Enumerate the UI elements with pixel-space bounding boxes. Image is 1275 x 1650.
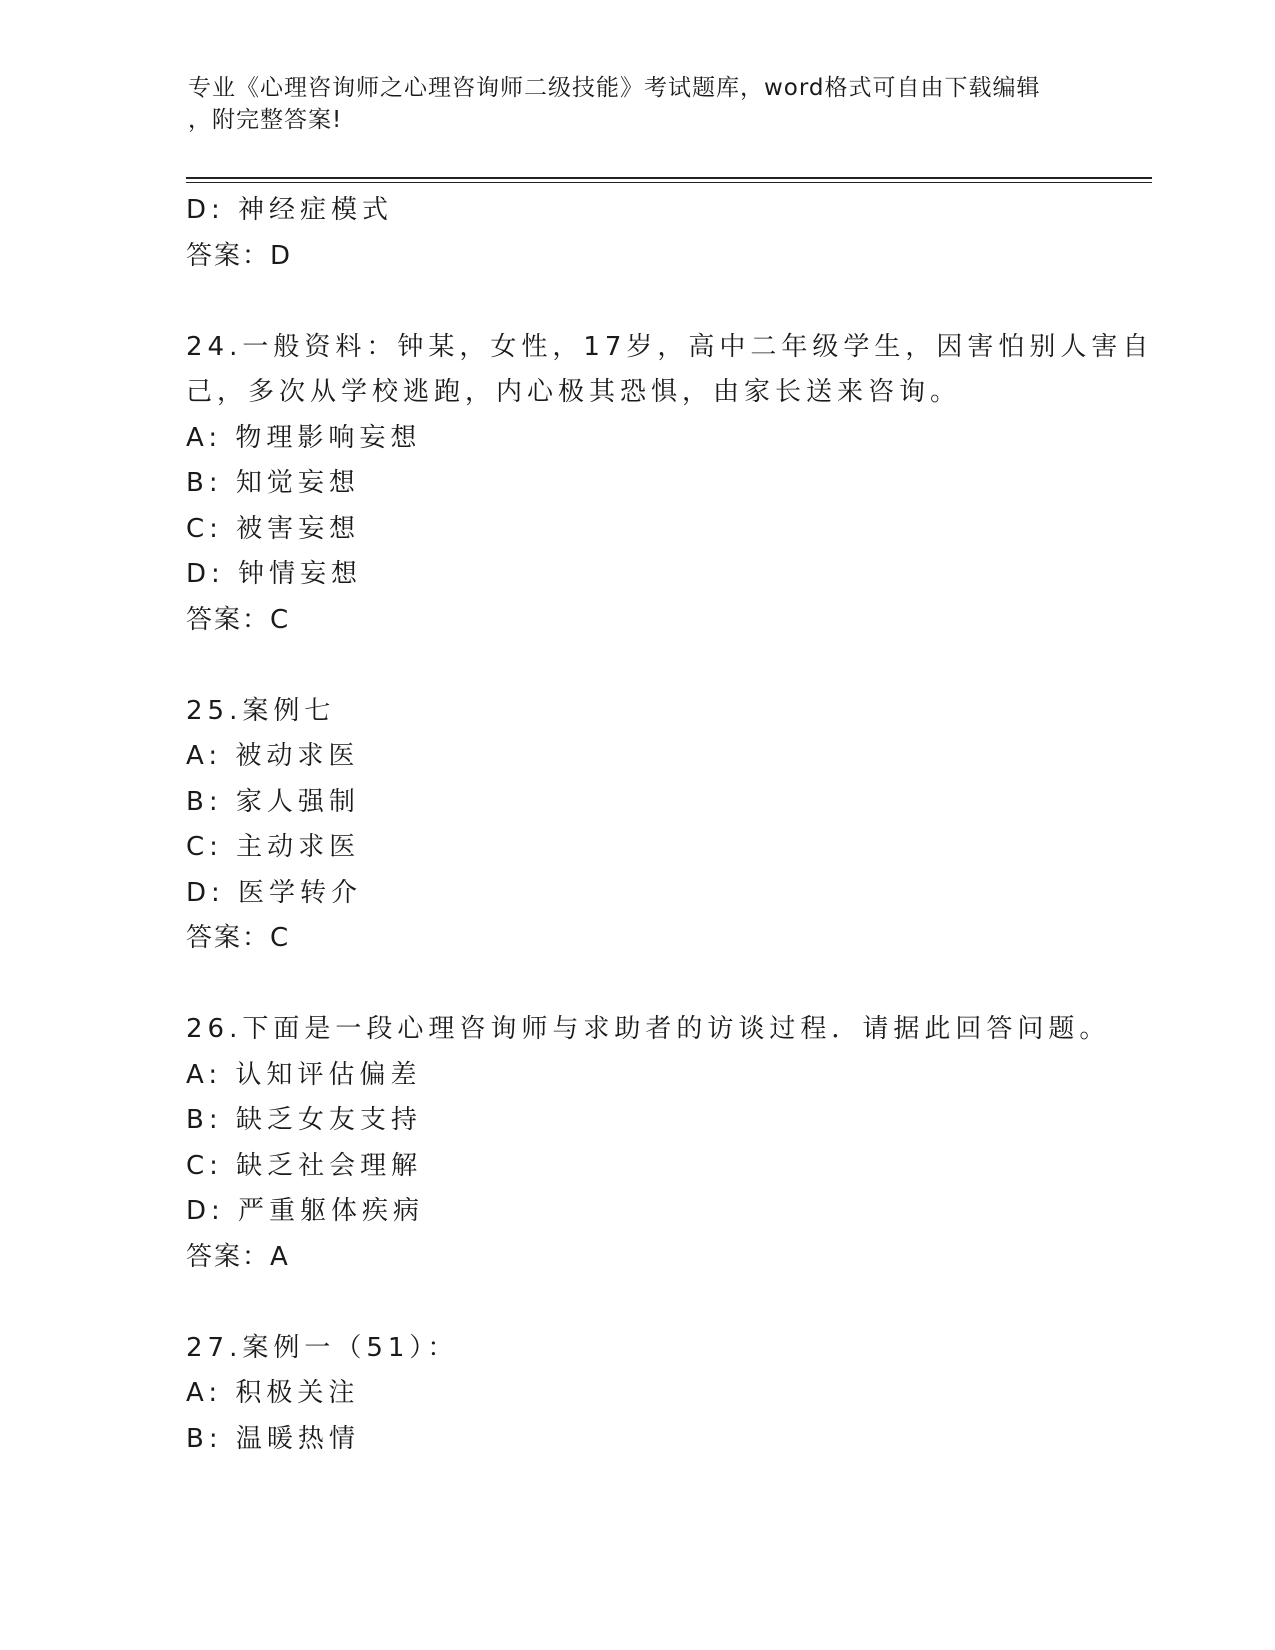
answer-line: 答案：C: [186, 604, 291, 635]
answer-line: 答案：A: [186, 1241, 290, 1272]
spacer: [186, 643, 1146, 689]
question-list: [186, 188, 1154, 1462]
spacer: [186, 1280, 1146, 1326]
question-26: [186, 1007, 1146, 1280]
question-stem: 24.一般资料：钟某，女性，17岁，高中二年级学生，因害怕别人害自: [186, 331, 1154, 362]
option-c: C: 缺乏社会理解: [186, 1150, 423, 1181]
question-25: [186, 689, 1146, 962]
option-b: B: 缺乏女友支持: [186, 1105, 422, 1135]
question-24: [186, 325, 1154, 644]
option-a: A: 积极关注: [186, 1378, 360, 1408]
spacer: [186, 962, 1146, 1008]
document-header: [188, 72, 1088, 136]
option-d: D: 神经症模式: [186, 195, 394, 225]
question-stem: 26.下面是一段心理咨询师与求助者的访谈过程．请据此回答问题。: [186, 1014, 1111, 1044]
option-a: A: 认知评估偏差: [186, 1059, 422, 1090]
option-d: D: 钟情妄想: [186, 559, 363, 589]
question-stem-continued: 己，多次从学校逃跑，内心极其恐惧，由家长送来咨询。: [186, 377, 962, 407]
header-divider-thick: [186, 177, 1152, 179]
header-divider-thin: [186, 182, 1152, 183]
option-b: B: 温暖热情: [186, 1423, 360, 1454]
option-c: C: 主动求医: [186, 832, 361, 862]
question-stem: 27.案例一（51）：: [186, 1332, 459, 1363]
header-line-2: ，附完整答案!: [188, 107, 343, 133]
option-a: A: 被动求医: [186, 741, 360, 771]
question-stem: 25.案例七: [186, 695, 336, 726]
option-c: C: 被害妄想: [186, 513, 361, 544]
option-b: B: 家人强制: [186, 786, 360, 817]
answer-line: 答案：D: [186, 240, 293, 271]
option-b: B: 知觉妄想: [186, 468, 360, 498]
option-a: A: 物理影响妄想: [186, 422, 422, 453]
question-27: [186, 1326, 1146, 1463]
option-d: D: 严重躯体疾病: [186, 1196, 425, 1226]
answer-line: 答案：C: [186, 923, 291, 953]
option-d: D: 医学转介: [186, 877, 363, 908]
header-line-1: 专业《心理咨询师之心理咨询师二级技能》考试题库，word格式可自由下载编辑: [188, 75, 1041, 101]
spacer: [186, 279, 1146, 325]
